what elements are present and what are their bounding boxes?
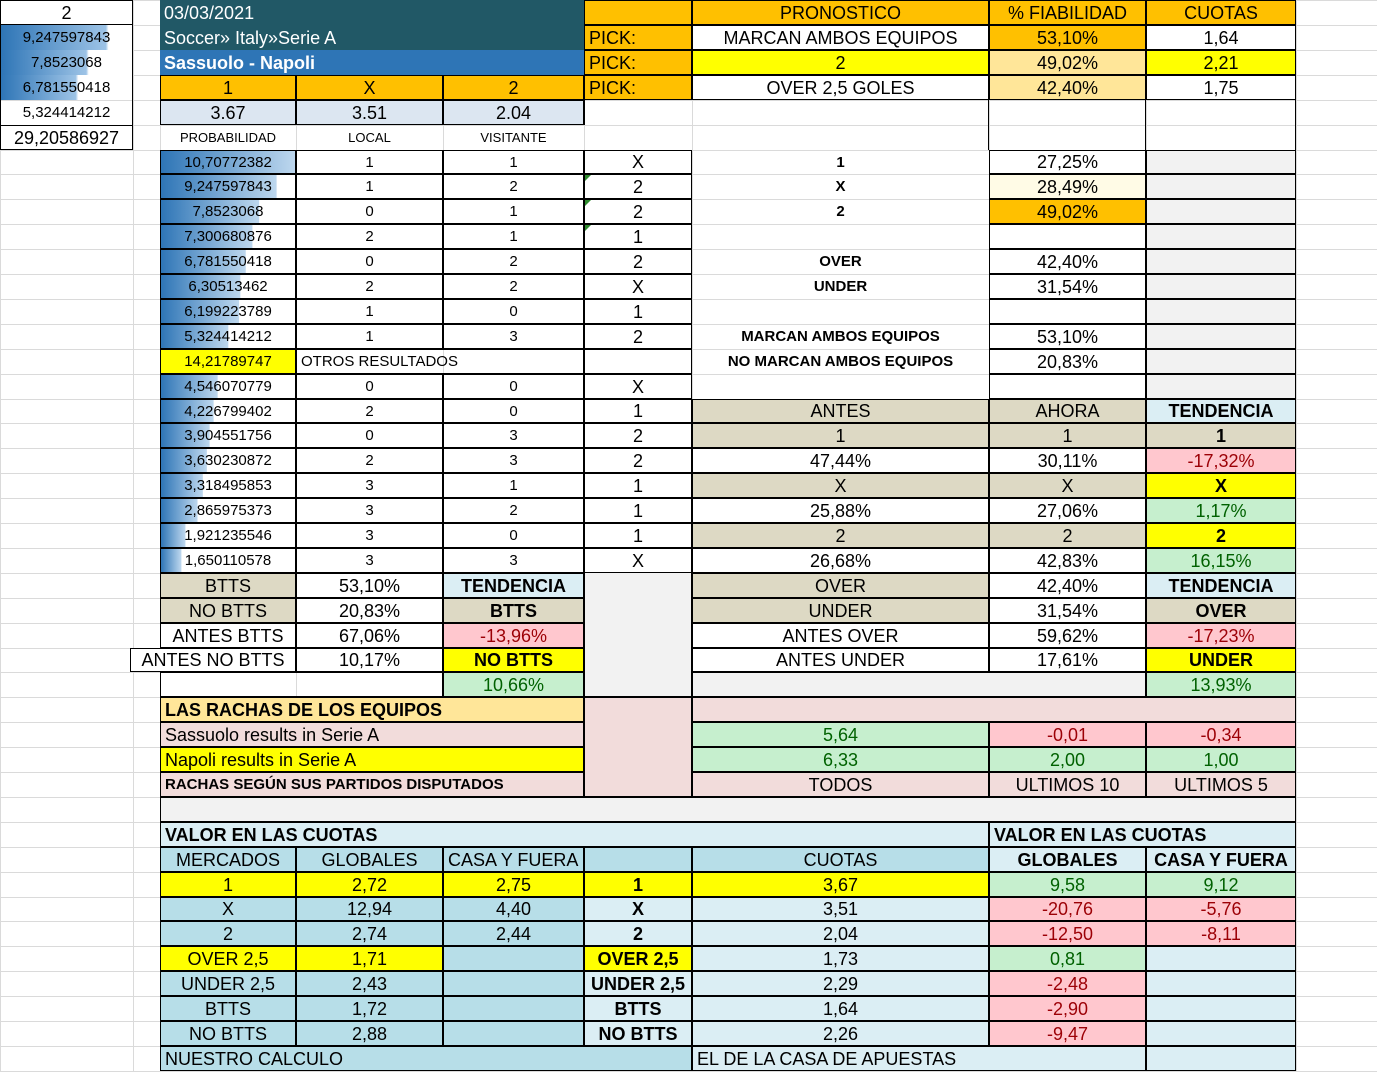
score-result[interactable]: 2	[584, 324, 692, 349]
score-result[interactable]: 1	[584, 498, 692, 523]
score-probability[interactable]: 7,8523068	[160, 199, 296, 224]
pronostico-header[interactable]: PRONOSTICO	[692, 0, 989, 25]
pick-value[interactable]: MARCAN AMBOS EQUIPOS	[692, 25, 989, 50]
valor-mercado[interactable]: UNDER 2,5	[160, 971, 296, 996]
left-panel-value[interactable]: 9,247597843	[0, 25, 133, 50]
valor-footer-right[interactable]: EL DE LA CASA DE APUESTAS	[692, 1046, 1146, 1071]
prob-value[interactable]: 27,25%	[989, 150, 1146, 174]
valor-value-global[interactable]: -20,76	[989, 897, 1146, 921]
score-local[interactable]: 1	[296, 174, 443, 199]
valor-global[interactable]: 1,71	[296, 946, 443, 971]
empty-cell[interactable]	[989, 224, 1146, 249]
prob-value[interactable]: 31,54%	[989, 274, 1146, 299]
valor-right-title[interactable]: VALOR EN LAS CUOTAS	[989, 822, 1296, 847]
date-cell[interactable]: 03/03/2021	[160, 0, 296, 25]
trend-ahora[interactable]: 2	[989, 523, 1146, 548]
ou-label[interactable]: ANTES UNDER	[692, 648, 989, 672]
score-visitante[interactable]: 3	[443, 548, 584, 573]
btts-value[interactable]: 53,10%	[296, 573, 443, 598]
match-cell[interactable]: Sassuolo - Napoli	[160, 50, 584, 75]
comment-marker	[585, 175, 591, 181]
valor-header[interactable]: GLOBALES	[296, 847, 443, 872]
empty-cell[interactable]	[584, 648, 692, 672]
trend-header-tendencia[interactable]: TENDENCIA	[1146, 399, 1296, 423]
trend-ahora[interactable]: X	[989, 473, 1146, 498]
btts-tendencia[interactable]: TENDENCIA	[443, 573, 584, 598]
header-cell[interactable]	[296, 0, 443, 25]
valor-cuota[interactable]: 2,29	[692, 971, 989, 996]
score-local[interactable]: 2	[296, 224, 443, 249]
valor-casa-fuera[interactable]	[443, 971, 584, 996]
valor-footer-left[interactable]: NUESTRO CALCULO	[160, 1046, 692, 1071]
ou-tendencia[interactable]: UNDER	[1146, 648, 1296, 672]
valor-label[interactable]: 2	[584, 921, 692, 946]
score-header[interactable]: PROBABILIDAD	[179, 130, 277, 145]
rachas-footer-col[interactable]: ULTIMOS 5	[1146, 772, 1296, 797]
score-probability[interactable]: 3,630230872	[160, 448, 296, 473]
valor-value-global[interactable]: 9,58	[989, 872, 1146, 897]
score-probability[interactable]: 7,300680876	[160, 224, 296, 249]
empty-cell[interactable]	[584, 697, 692, 797]
score-result[interactable]: 1	[584, 473, 692, 498]
left-panel-value[interactable]: 2	[0, 0, 133, 25]
btts-label[interactable]: ANTES NO BTTS	[130, 648, 296, 672]
valor-label[interactable]: UNDER 2,5	[584, 971, 692, 996]
ou-label[interactable]: ANTES OVER	[692, 623, 989, 648]
valor-global[interactable]: 2,72	[296, 872, 443, 897]
empty-cell[interactable]	[692, 100, 989, 150]
score-local[interactable]: 3	[296, 523, 443, 548]
rachas-ultimos10[interactable]: 2,00	[989, 747, 1146, 772]
valor-cuota[interactable]: 3,67	[692, 872, 989, 897]
valor-casa-fuera[interactable]	[443, 946, 584, 971]
prob-value[interactable]: 28,49%	[989, 174, 1146, 199]
empty-cell[interactable]	[1146, 199, 1296, 224]
empty-cell[interactable]	[584, 598, 692, 623]
comment-marker	[585, 225, 591, 231]
valor-global[interactable]: 2,88	[296, 1021, 443, 1046]
score-probability[interactable]: 9,247597843	[160, 174, 296, 199]
result-header[interactable]: 2	[443, 75, 584, 100]
empty-cell[interactable]	[584, 672, 692, 697]
valor-right-header[interactable]: CASA Y FUERA	[1146, 847, 1296, 872]
valor-casa-fuera[interactable]: 2,75	[443, 872, 584, 897]
trend-ahora[interactable]: 42,83%	[989, 548, 1146, 573]
prob-value[interactable]: 42,40%	[989, 249, 1146, 274]
empty-cell[interactable]	[160, 672, 443, 697]
score-visitante[interactable]: 1	[443, 473, 584, 498]
left-panel-value[interactable]: 7,8523068	[0, 50, 133, 75]
score-probability[interactable]: 2,865975373	[160, 498, 296, 523]
competition-cell[interactable]: Soccer» Italy»Serie A	[160, 25, 584, 50]
score-probability[interactable]: 14,21789747	[160, 349, 296, 374]
prob-label[interactable]: X	[835, 178, 846, 195]
score-probability[interactable]: 6,30513462	[160, 274, 296, 299]
score-local[interactable]: 3	[296, 548, 443, 573]
score-result[interactable]: 2	[584, 423, 692, 448]
trend-header-antes[interactable]: ANTES	[692, 399, 989, 423]
ou-value[interactable]: 31,54%	[989, 598, 1146, 623]
empty-cell[interactable]	[1146, 174, 1296, 199]
trend-tendencia[interactable]: 2	[1146, 523, 1296, 548]
score-result[interactable]: 2	[584, 174, 692, 199]
valor-casa-fuera[interactable]: 4,40	[443, 897, 584, 921]
score-header[interactable]: VISITANTE	[480, 130, 547, 145]
score-probability[interactable]: 6,781550418	[160, 249, 296, 274]
empty-cell[interactable]	[692, 697, 1296, 722]
score-local[interactable]: 2	[296, 399, 443, 423]
rachas-title[interactable]: LAS RACHAS DE LOS EQUIPOS	[160, 697, 584, 722]
valor-cuota[interactable]: 2,04	[692, 921, 989, 946]
score-result[interactable]	[584, 349, 692, 374]
cuotas-header[interactable]: CUOTAS	[1146, 0, 1296, 25]
header-cell[interactable]	[584, 0, 692, 25]
valor-mercado[interactable]: 2	[160, 921, 296, 946]
score-visitante[interactable]: 1	[443, 224, 584, 249]
rachas-ultimos5[interactable]: 1,00	[1146, 747, 1296, 772]
valor-cuota[interactable]: 2,26	[692, 1021, 989, 1046]
score-result[interactable]: 1	[584, 523, 692, 548]
valor-value-casa-fuera[interactable]	[1146, 1021, 1296, 1046]
valor-cuota[interactable]: 3,51	[692, 897, 989, 921]
valor-mercado[interactable]: NO BTTS	[160, 1021, 296, 1046]
score-header[interactable]: LOCAL	[348, 130, 391, 145]
score-probability[interactable]: 4,546070779	[160, 374, 296, 399]
left-panel-total[interactable]: 29,20586927	[0, 125, 133, 150]
left-panel-value[interactable]: 6,781550418	[0, 75, 133, 100]
empty-cell[interactable]	[1146, 224, 1296, 249]
comment-marker	[585, 200, 591, 206]
score-probability[interactable]: 10,70772382	[160, 150, 296, 174]
ou-label[interactable]: OVER	[692, 573, 989, 598]
score-result[interactable]: 2	[584, 249, 692, 274]
btts-value[interactable]: 10,17%	[296, 648, 443, 672]
valor-value-casa-fuera[interactable]	[1146, 946, 1296, 971]
score-local[interactable]: 2	[296, 448, 443, 473]
pick-value[interactable]: OVER 2,5 GOLES	[692, 75, 989, 100]
btts-value[interactable]: 20,83%	[296, 598, 443, 623]
prob-label[interactable]: 2	[836, 203, 845, 220]
empty-cell[interactable]	[584, 100, 692, 125]
score-visitante[interactable]: 3	[443, 324, 584, 349]
valor-title[interactable]: VALOR EN LAS CUOTAS	[160, 822, 989, 847]
score-visitante[interactable]: 1	[443, 150, 584, 174]
prob-label[interactable]: 1	[836, 153, 845, 171]
empty-cell[interactable]	[584, 847, 692, 872]
btts-label[interactable]: NO BTTS	[160, 598, 296, 623]
valor-value-casa-fuera[interactable]	[1146, 971, 1296, 996]
valor-value-global[interactable]: -12,50	[989, 921, 1146, 946]
score-probability[interactable]: 5,324414212	[160, 324, 296, 349]
trend-tendencia[interactable]: X	[1146, 473, 1296, 498]
score-result[interactable]: X	[584, 374, 692, 399]
ou-tendencia[interactable]: TENDENCIA	[1146, 573, 1296, 598]
pick-reliability[interactable]: 49,02%	[989, 50, 1146, 75]
rachas-todos[interactable]: 5,64	[692, 722, 989, 747]
fiabilidad-header[interactable]: % FIABILIDAD	[989, 0, 1146, 25]
trend-ahora[interactable]: 27,06%	[989, 498, 1146, 523]
result-odd[interactable]: 3.67	[160, 100, 296, 125]
pick-reliability[interactable]: 42,40%	[989, 75, 1146, 100]
empty-cell[interactable]	[692, 672, 1146, 697]
prob-value[interactable]: 20,83%	[989, 349, 1146, 374]
score-visitante[interactable]: 3	[443, 448, 584, 473]
score-local[interactable]: 0	[296, 423, 443, 448]
empty-cell[interactable]	[1146, 100, 1296, 150]
empty-cell[interactable]	[1146, 299, 1296, 324]
score-probability[interactable]: 1,650110578	[160, 548, 296, 573]
score-visitante[interactable]: 2	[443, 174, 584, 199]
left-panel-value[interactable]: 5,324414212	[0, 100, 133, 125]
empty-cell[interactable]	[989, 100, 1146, 150]
score-local[interactable]: 0	[296, 374, 443, 399]
prob-value[interactable]: 53,10%	[989, 324, 1146, 349]
otros-resultados[interactable]: OTROS RESULTADOS	[296, 349, 584, 374]
ou-value[interactable]: 42,40%	[989, 573, 1146, 598]
prob-label[interactable]: MARCAN AMBOS EQUIPOS	[741, 328, 940, 345]
rachas-team[interactable]: Sassuolo results in Serie A	[160, 722, 584, 747]
prob-value[interactable]: 49,02%	[989, 199, 1146, 224]
prob-label[interactable]: NO MARCAN AMBOS EQUIPOS	[727, 353, 954, 370]
valor-mercado[interactable]: OVER 2,5	[160, 946, 296, 971]
trend-header-ahora[interactable]: AHORA	[989, 399, 1146, 423]
result-header[interactable]: X	[296, 75, 443, 100]
score-local[interactable]: 1	[296, 324, 443, 349]
score-probability[interactable]: 6,199223789	[160, 299, 296, 324]
gridline	[1296, 0, 1297, 1071]
result-odd[interactable]: 2.04	[443, 100, 584, 125]
valor-mercado[interactable]: X	[160, 897, 296, 921]
rachas-ultimos5[interactable]: -0,34	[1146, 722, 1296, 747]
valor-label[interactable]: BTTS	[584, 996, 692, 1021]
trend-tendencia[interactable]: -17,32%	[1146, 448, 1296, 473]
score-local[interactable]: 3	[296, 498, 443, 523]
score-result[interactable]: 1	[584, 224, 692, 249]
score-visitante[interactable]: 2	[443, 498, 584, 523]
valor-value-casa-fuera[interactable]: 9,12	[1146, 872, 1296, 897]
ou-value[interactable]: 59,62%	[989, 623, 1146, 648]
trend-tendencia[interactable]: 1	[1146, 423, 1296, 448]
btts-value[interactable]: 67,06%	[296, 623, 443, 648]
valor-label[interactable]: X	[584, 897, 692, 921]
trend-antes[interactable]: 26,68%	[692, 548, 989, 573]
valor-global[interactable]: 2,43	[296, 971, 443, 996]
rachas-todos[interactable]: 6,33	[692, 747, 989, 772]
pick-value[interactable]: 2	[692, 50, 989, 75]
valor-header[interactable]: MERCADOS	[160, 847, 296, 872]
score-local[interactable]: 1	[296, 150, 443, 174]
valor-global[interactable]: 2,74	[296, 921, 443, 946]
trend-antes[interactable]: 1	[692, 423, 989, 448]
ou-tendencia[interactable]: -17,23%	[1146, 623, 1296, 648]
score-visitante[interactable]: 3	[443, 423, 584, 448]
trend-ahora[interactable]: 30,11%	[989, 448, 1146, 473]
result-odd[interactable]: 3.51	[296, 100, 443, 125]
prob-label[interactable]: UNDER	[813, 278, 868, 295]
pick-label[interactable]: PICK:	[584, 75, 692, 100]
score-result[interactable]: 1	[584, 399, 692, 423]
score-result[interactable]: 2	[584, 199, 692, 224]
empty-cell[interactable]	[989, 374, 1146, 399]
pick-label[interactable]: PICK:	[584, 50, 692, 75]
btts-tendencia[interactable]: -13,96%	[443, 623, 584, 648]
rachas-ultimos10[interactable]: -0,01	[989, 722, 1146, 747]
valor-value-global[interactable]: -2,48	[989, 971, 1146, 996]
trend-antes[interactable]: 47,44%	[692, 448, 989, 473]
score-visitante[interactable]: 0	[443, 374, 584, 399]
btts-label[interactable]: ANTES BTTS	[160, 623, 296, 648]
score-local[interactable]: 3	[296, 473, 443, 498]
empty-cell[interactable]	[1146, 349, 1296, 374]
score-result[interactable]: 1	[584, 299, 692, 324]
ou-value[interactable]: 17,61%	[989, 648, 1146, 672]
score-local[interactable]: 1	[296, 299, 443, 324]
score-visitante[interactable]: 2	[443, 249, 584, 274]
empty-cell[interactable]	[1146, 249, 1296, 274]
empty-cell[interactable]	[1146, 324, 1296, 349]
ou-label[interactable]: UNDER	[692, 598, 989, 623]
score-probability[interactable]: 3,318495853	[160, 473, 296, 498]
score-result[interactable]: X	[584, 274, 692, 299]
ou-tendencia[interactable]: OVER	[1146, 598, 1296, 623]
btts-last[interactable]: 10,66%	[443, 672, 584, 697]
pick-odd[interactable]: 1,75	[1146, 75, 1296, 100]
valor-value-global[interactable]: 0,81	[989, 946, 1146, 971]
rachas-team[interactable]: Napoli results in Serie A	[160, 747, 584, 772]
score-visitante[interactable]: 1	[443, 199, 584, 224]
valor-value-global[interactable]: -9,47	[989, 1021, 1146, 1046]
trend-tendencia[interactable]: 1,17%	[1146, 498, 1296, 523]
btts-label[interactable]: BTTS	[160, 573, 296, 598]
trend-antes[interactable]: 25,88%	[692, 498, 989, 523]
valor-mercado[interactable]: 1	[160, 872, 296, 897]
empty-cell[interactable]	[584, 623, 692, 648]
valor-label[interactable]: NO BTTS	[584, 1021, 692, 1046]
pick-odd[interactable]: 2,21	[1146, 50, 1296, 75]
trend-tendencia[interactable]: 16,15%	[1146, 548, 1296, 573]
score-result[interactable]: X	[584, 548, 692, 573]
trend-ahora[interactable]: 1	[989, 423, 1146, 448]
empty-cell[interactable]	[989, 299, 1146, 324]
gridline	[133, 0, 134, 1071]
score-visitante[interactable]: 0	[443, 523, 584, 548]
pick-label[interactable]: PICK:	[584, 25, 692, 50]
valor-global[interactable]: 12,94	[296, 897, 443, 921]
score-probability[interactable]: 3,904551756	[160, 423, 296, 448]
trend-antes[interactable]: X	[692, 473, 989, 498]
header-cell[interactable]	[443, 0, 584, 25]
valor-casa-fuera[interactable]	[443, 1021, 584, 1046]
valor-label[interactable]: OVER 2,5	[584, 946, 692, 971]
empty-cell[interactable]	[1146, 150, 1296, 174]
valor-value-global[interactable]: -2,90	[989, 996, 1146, 1021]
score-result[interactable]: X	[584, 150, 692, 174]
valor-casa-fuera[interactable]: 2,44	[443, 921, 584, 946]
pick-reliability[interactable]: 53,10%	[989, 25, 1146, 50]
valor-mercado[interactable]: BTTS	[160, 996, 296, 1021]
gridline	[0, 0, 1, 1071]
valor-cuota[interactable]: 1,73	[692, 946, 989, 971]
score-local[interactable]: 0	[296, 249, 443, 274]
empty-cell[interactable]	[584, 573, 692, 598]
ou-last[interactable]: 13,93%	[1146, 672, 1296, 697]
rachas-footer-col[interactable]: ULTIMOS 10	[989, 772, 1146, 797]
valor-header[interactable]: CASA Y FUERA	[443, 847, 584, 872]
score-result[interactable]: 2	[584, 448, 692, 473]
valor-cuota[interactable]: 1,64	[692, 996, 989, 1021]
score-visitante[interactable]: 2	[443, 274, 584, 299]
rachas-footer[interactable]: RACHAS SEGÚN SUS PARTIDOS DISPUTADOS	[160, 772, 584, 797]
valor-casa-fuera[interactable]	[443, 996, 584, 1021]
empty-cell[interactable]	[1146, 374, 1296, 399]
pick-odd[interactable]: 1,64	[1146, 25, 1296, 50]
empty-cell[interactable]	[1146, 1046, 1296, 1071]
valor-label[interactable]: 1	[584, 872, 692, 897]
score-local[interactable]: 0	[296, 199, 443, 224]
score-local[interactable]: 2	[296, 274, 443, 299]
empty-row[interactable]	[160, 797, 1296, 822]
score-visitante[interactable]: 0	[443, 399, 584, 423]
valor-value-casa-fuera[interactable]	[1146, 996, 1296, 1021]
rachas-footer-col[interactable]: TODOS	[692, 772, 989, 797]
trend-antes[interactable]: 2	[692, 523, 989, 548]
empty-cell[interactable]	[1146, 274, 1296, 299]
score-probability[interactable]: 4,226799402	[160, 399, 296, 423]
valor-value-casa-fuera[interactable]: -5,76	[1146, 897, 1296, 921]
result-header[interactable]: 1	[160, 75, 296, 100]
btts-tendencia[interactable]: NO BTTS	[443, 648, 584, 672]
score-probability[interactable]: 1,921235546	[160, 523, 296, 548]
valor-cuotas-header[interactable]: CUOTAS	[692, 847, 989, 872]
valor-global[interactable]: 1,72	[296, 996, 443, 1021]
valor-right-header[interactable]: GLOBALES	[989, 847, 1146, 872]
valor-value-casa-fuera[interactable]: -8,11	[1146, 921, 1296, 946]
score-visitante[interactable]: 0	[443, 299, 584, 324]
btts-tendencia[interactable]: BTTS	[443, 598, 584, 623]
prob-label[interactable]: OVER	[819, 253, 862, 270]
